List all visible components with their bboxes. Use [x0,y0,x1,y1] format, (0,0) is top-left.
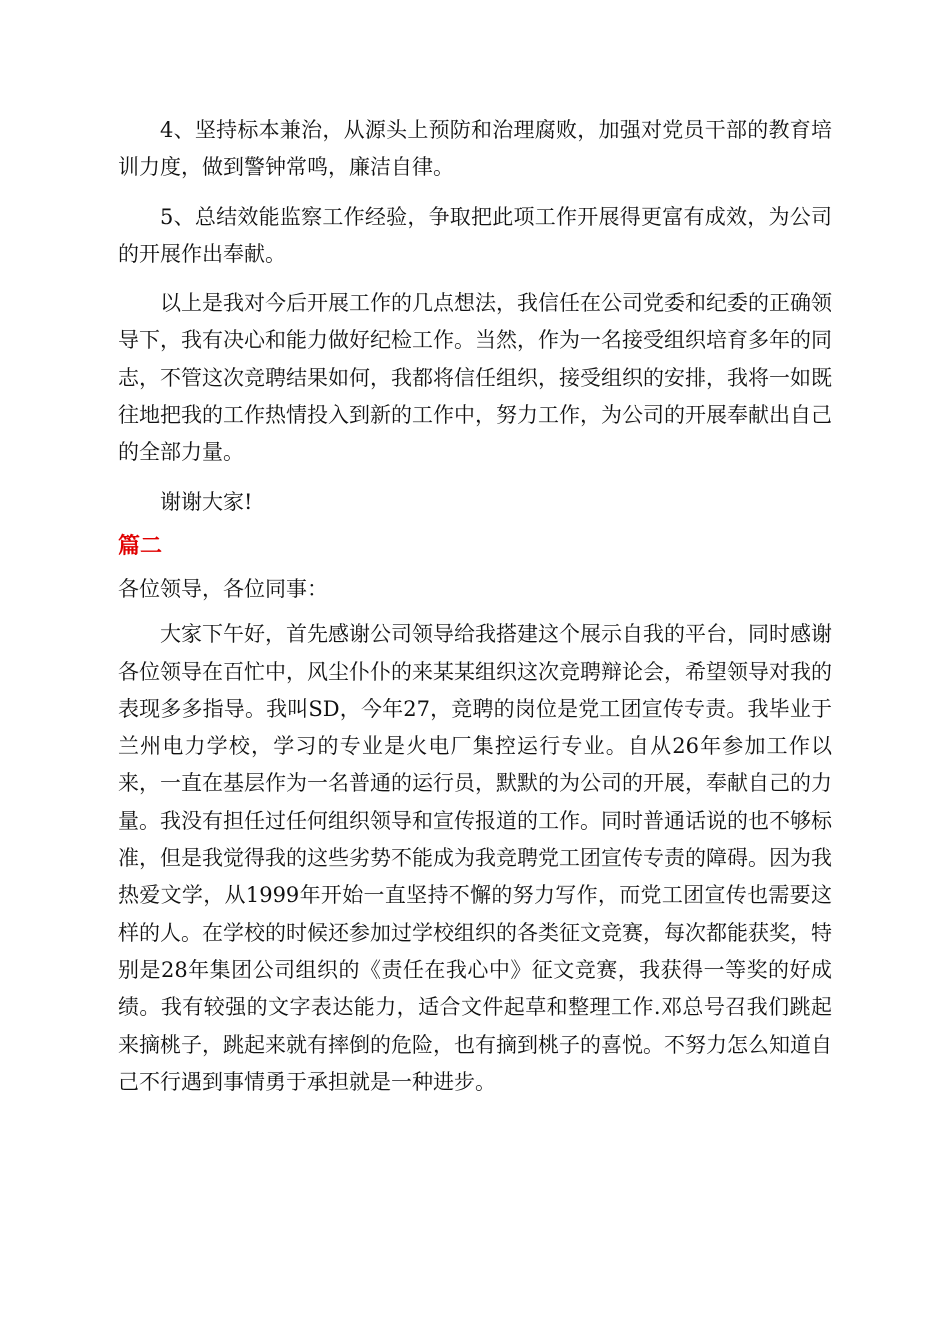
section-heading: 篇二 [118,533,163,559]
document-page [118,112,832,1101]
paragraph-thanks: 谢谢大家! [160,489,253,514]
paragraph-item-4: 4、坚持标本兼治，从源头上预防和治理腐败，加强对党员干部的教育培训力度，做到警钟常鸣，廉洁自律。 [118,118,832,180]
greeting: 各位领导，各位同事： [118,576,328,601]
body-paragraph: 大家下午好，首先感谢公司领导给我搭建这个展示自我的平台，同时感谢各位领导在百忙中，风尘仆仆的来某某组织这次竞聘辩论会，希望领导对我的表现多多指导。我叫SD，今年27，竞聘的岗位是党工团宣传专责。我毕业于兰州电力学校，学习的专业是火电厂集控运行专业。自从26年参加工作以来，一直在基层作为一名普通的运行员，默默的为公司的开展，奉献自己的力量。我没有担任过任何组织领导和宣传报道的工作。同时普通话说的也不够标准，但是我觉得我的这些劣势不能成为我竞聘党工团宣传专责的障碍。因为我热爱文学，从1999年开始一直坚持不懈的努力写作，而党工团宣传也需要这样的人。在学校的时候还参加过学校组织的各类征文竞赛，每次都能获奖，特别是28年集团公司组织的《责任在我心中》征文竞赛，我获得一等奖的好成绩。我有较强的文字表达能力，适合文件起草和整理工作.邓总号召我们跳起来摘桃子，跳起来就有摔倒的危险，也有摘到桃子的喜悦。不努力怎么知道自己不行遇到事情勇于承担就是一种进步。 [118,622,832,1094]
paragraph-item-5: 5、总结效能监察工作经验，争取把此项工作开展得更富有成效，为公司的开展作出奉献。 [118,204,832,266]
paragraph-closing: 以上是我对今后开展工作的几点想法，我信任在公司党委和纪委的正确领导下，我有决心和能力做好纪检工作。当然，作为一名接受组织培育多年的同志，不管这次竞聘结果如何，我都将信任组织，接受组织的安排，我将一如既往地把我的工作热情投入到新的工作中，努力工作，为公司的开展奉献出自己的全部力量。 [118,291,832,465]
